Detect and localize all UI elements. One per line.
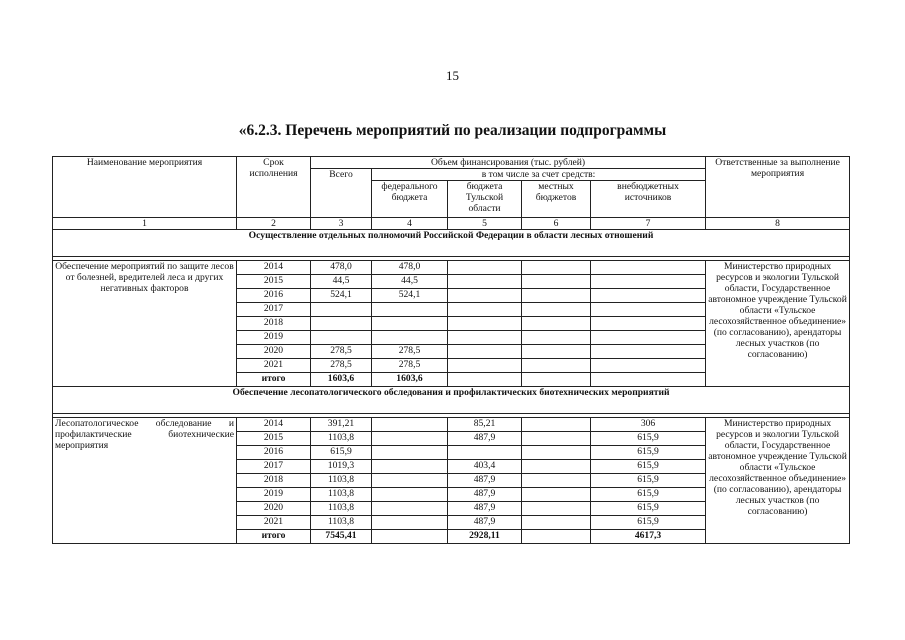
cell-year: 2018 (237, 474, 311, 488)
cell-offbudget: 615,9 (591, 516, 706, 530)
cell-federal (372, 303, 448, 317)
cell-regional (448, 345, 522, 359)
cell-year: 2014 (237, 418, 311, 432)
cell-regional (448, 373, 522, 387)
cell-offbudget (591, 345, 706, 359)
cell-offbudget: 615,9 (591, 432, 706, 446)
cell-total: 1103,8 (311, 474, 372, 488)
cell-local (522, 373, 591, 387)
table-row (53, 261, 850, 275)
header-offbudget: внебюджетных источников (591, 181, 706, 218)
cell-offbudget: 615,9 (591, 474, 706, 488)
cell-offbudget (591, 331, 706, 345)
cell-offbudget (591, 289, 706, 303)
cell-federal: 278,5 (372, 359, 448, 373)
cell-local (522, 261, 591, 275)
cell-offbudget: 4617,3 (591, 530, 706, 544)
cell-total: 1103,8 (311, 432, 372, 446)
cell-local (522, 303, 591, 317)
cell-offbudget (591, 275, 706, 289)
cell-federal (372, 432, 448, 446)
cell-year: 2014 (237, 261, 311, 275)
column-number: 2 (237, 218, 311, 230)
cell-offbudget (591, 261, 706, 275)
cell-regional (448, 275, 522, 289)
column-number-row (53, 218, 850, 230)
cell-federal (372, 530, 448, 544)
cell-regional: 487,9 (448, 432, 522, 446)
header-including: в том числе за счет средств: (372, 169, 706, 181)
cell-regional (448, 317, 522, 331)
cell-regional: 487,9 (448, 488, 522, 502)
header-row-1 (53, 157, 850, 169)
cell-total: 1103,8 (311, 502, 372, 516)
cell-offbudget: 615,9 (591, 446, 706, 460)
cell-regional (448, 303, 522, 317)
cell-local (522, 488, 591, 502)
cell-offbudget: 615,9 (591, 488, 706, 502)
cell-year: 2016 (237, 289, 311, 303)
column-number: 8 (706, 218, 850, 230)
table-row (53, 418, 850, 432)
cell-year: 2017 (237, 303, 311, 317)
section-heading: Обеспечение лесопатологического обследования и профилактических биотехнических мероприятий (53, 387, 850, 414)
cell-total (311, 317, 372, 331)
cell-regional (448, 261, 522, 275)
cell-year: 2015 (237, 275, 311, 289)
cell-total: 278,5 (311, 345, 372, 359)
header-local: местных бюджетов (522, 181, 591, 218)
measure-name: Лесопатологическое обследование и профилактические биотехнические мероприятия (53, 418, 237, 544)
cell-year: 2021 (237, 359, 311, 373)
column-number: 4 (372, 218, 448, 230)
cell-federal: 478,0 (372, 261, 448, 275)
section-heading-row (53, 387, 850, 414)
cell-regional (448, 289, 522, 303)
cell-offbudget (591, 317, 706, 331)
measures-table (52, 156, 850, 544)
responsible-party: Министерство природных ресурсов и экологии Тульской области, Государственное автономное учреждение Тульской области «Тульское лесохозяйственное объединение» (по согласованию), арендаторы лесных участков (по согласованию) (706, 261, 850, 387)
cell-regional: 487,9 (448, 516, 522, 530)
cell-regional: 487,9 (448, 474, 522, 488)
cell-federal: 524,1 (372, 289, 448, 303)
cell-federal: 278,5 (372, 345, 448, 359)
cell-federal (372, 317, 448, 331)
cell-total: 7545,41 (311, 530, 372, 544)
cell-local (522, 317, 591, 331)
cell-federal (372, 516, 448, 530)
responsible-party: Министерство природных ресурсов и экологии Тульской области, Государственное автономное учреждение Тульской области «Тульское лесохозяйственное объединение» (по согласованию), арендаторы лесных участков (по согласованию) (706, 418, 850, 544)
cell-total (311, 331, 372, 345)
header-volume: Объем финансирования (тыс. рублей) (311, 157, 706, 169)
cell-federal (372, 502, 448, 516)
column-number: 6 (522, 218, 591, 230)
header-regional: бюджета Тульской области (448, 181, 522, 218)
cell-local (522, 516, 591, 530)
cell-regional (448, 359, 522, 373)
cell-local (522, 418, 591, 432)
cell-year: 2019 (237, 488, 311, 502)
cell-offbudget: 306 (591, 418, 706, 432)
cell-total: 391,21 (311, 418, 372, 432)
cell-offbudget: 615,9 (591, 460, 706, 474)
cell-year: 2018 (237, 317, 311, 331)
page-number: 15 (446, 68, 459, 83)
cell-total: 1019,3 (311, 460, 372, 474)
header-federal: федерального бюджета (372, 181, 448, 218)
cell-federal (372, 446, 448, 460)
cell-local (522, 474, 591, 488)
cell-total: 1603,6 (311, 373, 372, 387)
cell-year: 2020 (237, 345, 311, 359)
cell-total: 44,5 (311, 275, 372, 289)
cell-offbudget (591, 303, 706, 317)
cell-total: 1103,8 (311, 516, 372, 530)
cell-offbudget (591, 373, 706, 387)
cell-year: 2021 (237, 516, 311, 530)
cell-regional (448, 446, 522, 460)
cell-local (522, 289, 591, 303)
column-number: 5 (448, 218, 522, 230)
header-name: Наименование мероприятия (53, 157, 237, 218)
column-number: 7 (591, 218, 706, 230)
column-number: 1 (53, 218, 237, 230)
cell-regional: 403,4 (448, 460, 522, 474)
cell-regional: 2928,11 (448, 530, 522, 544)
cell-total: 278,5 (311, 359, 372, 373)
cell-year: 2016 (237, 446, 311, 460)
cell-total: 1103,8 (311, 488, 372, 502)
cell-local (522, 359, 591, 373)
cell-federal (372, 474, 448, 488)
column-number: 3 (311, 218, 372, 230)
cell-regional: 85,21 (448, 418, 522, 432)
cell-regional: 487,9 (448, 502, 522, 516)
header-term: Срок исполнения (237, 157, 311, 218)
cell-federal (372, 460, 448, 474)
cell-year: 2017 (237, 460, 311, 474)
cell-total: 478,0 (311, 261, 372, 275)
cell-local (522, 275, 591, 289)
cell-total: 615,9 (311, 446, 372, 460)
cell-regional (448, 331, 522, 345)
cell-federal (372, 418, 448, 432)
cell-offbudget (591, 359, 706, 373)
cell-total (311, 303, 372, 317)
cell-local (522, 460, 591, 474)
section-heading: Осуществление отдельных полномочий Российской Федерации в области лесных отношений (53, 230, 850, 257)
cell-offbudget: 615,9 (591, 502, 706, 516)
cell-local (522, 530, 591, 544)
header-total: Всего (311, 169, 372, 218)
cell-federal: 44,5 (372, 275, 448, 289)
section-heading-row (53, 230, 850, 257)
cell-local (522, 446, 591, 460)
measure-name: Обеспечение мероприятий по защите лесов от болезней, вредителей леса и других негативных факторов (53, 261, 237, 387)
header-responsible: Ответственные за выполнение мероприятия (706, 157, 850, 218)
cell-year: 2019 (237, 331, 311, 345)
cell-local (522, 345, 591, 359)
document-title: «6.2.3. Перечень мероприятий по реализации подпрограммы (238, 122, 667, 139)
cell-local (522, 331, 591, 345)
cell-local (522, 502, 591, 516)
cell-federal (372, 488, 448, 502)
cell-year: итого (237, 530, 311, 544)
cell-year: 2015 (237, 432, 311, 446)
cell-federal (372, 331, 448, 345)
cell-local (522, 432, 591, 446)
cell-year: итого (237, 373, 311, 387)
cell-federal: 1603,6 (372, 373, 448, 387)
cell-year: 2020 (237, 502, 311, 516)
cell-total: 524,1 (311, 289, 372, 303)
